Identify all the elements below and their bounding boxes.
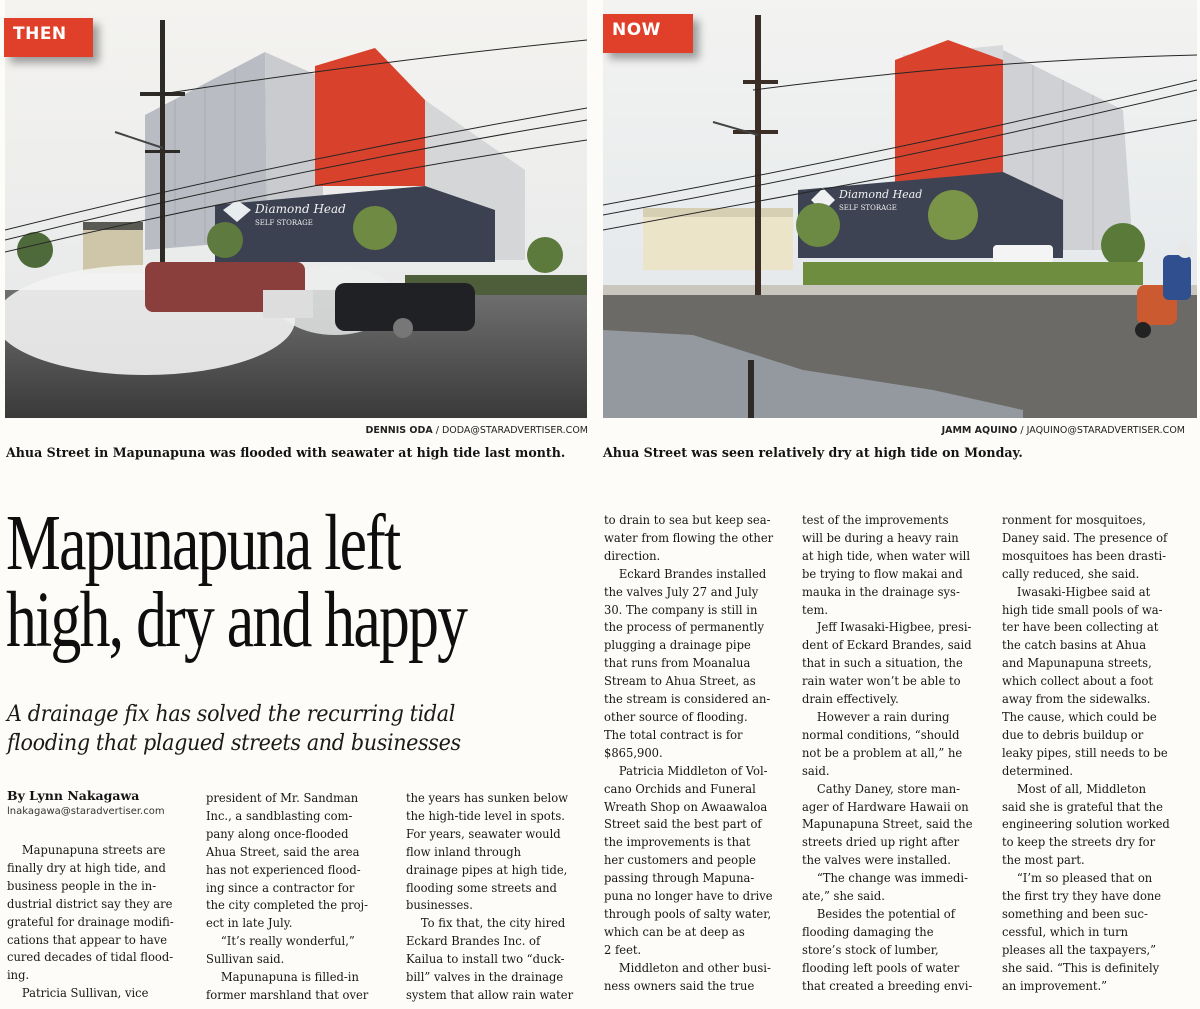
article-line: dustrial district say they are bbox=[7, 895, 173, 911]
article-line: Cathy Daney, store man- bbox=[816, 780, 961, 796]
article-line: ronment for mosquitoes, bbox=[1002, 512, 1146, 527]
article-line: the improvements is that bbox=[604, 834, 751, 850]
article-line: at high tide, when water will bbox=[802, 547, 971, 563]
article-line: bill” valves in the drainage bbox=[406, 969, 564, 985]
article-line: plugging a drainage pipe bbox=[604, 637, 751, 653]
store-sign-now: Diamond Head bbox=[839, 188, 923, 201]
photographer-email: / DODA@STARADVERTISER.COM bbox=[432, 425, 588, 436]
photographer-name: JAMM AQUINO bbox=[941, 425, 1018, 436]
article-line: Eckard Brandes Inc. of bbox=[406, 933, 541, 949]
article-line: due to debris buildup or bbox=[1002, 726, 1144, 742]
article-column-6 bbox=[1002, 511, 1192, 994]
article-line: finally dry at high tide, and bbox=[7, 859, 166, 875]
article-line: said she is grateful that the bbox=[1002, 798, 1163, 814]
article-line: Mapunapuna streets are bbox=[21, 842, 166, 857]
article-line: away from the sidewalks. bbox=[1002, 691, 1151, 707]
article-line: ate,” she said. bbox=[802, 888, 885, 904]
article-line: ager of Hardware Hawaii on bbox=[802, 798, 969, 814]
photographer-name: DENNIS ODA bbox=[365, 425, 433, 436]
article-line: passing through Mapuna- bbox=[604, 870, 755, 886]
article-line: Besides the potential of bbox=[816, 905, 955, 921]
article-line: flow inland through bbox=[406, 843, 522, 859]
article-line: 30. The company is still in bbox=[604, 601, 758, 617]
article-line: Daney said. The presence of bbox=[1002, 529, 1168, 545]
article-line: ness owners said the true bbox=[604, 977, 755, 993]
article-line: Middleton and other busi- bbox=[618, 959, 771, 975]
author-email: lnakagawa@staradvertiser.com bbox=[7, 806, 165, 817]
grass-berm bbox=[803, 262, 1143, 286]
article-column-3 bbox=[406, 789, 596, 1004]
article-line: Sullivan said. bbox=[206, 951, 285, 967]
article-line: mosquitoes has been drasti- bbox=[1002, 547, 1167, 563]
article-line: which can be at deep as bbox=[604, 923, 745, 939]
article-line: that runs from Moanalua bbox=[604, 655, 751, 671]
article-line: puna no longer have to drive bbox=[604, 888, 773, 904]
subhead-line: flooding that plagued streets and businesses bbox=[7, 730, 461, 756]
store-sign-sub-now: SELF STORAGE bbox=[839, 204, 897, 212]
article-line: cally reduced, she said. bbox=[1002, 565, 1140, 581]
article-line: former marshland that over bbox=[206, 986, 369, 1002]
article-line: flooding damaging the bbox=[802, 923, 934, 939]
article-column-1 bbox=[7, 841, 197, 1002]
article-line: the years has sunken below bbox=[406, 790, 569, 805]
article-line: Eckard Brandes installed bbox=[618, 565, 767, 581]
article-line: the valves July 27 and July bbox=[604, 583, 759, 599]
article-line: to drain to sea but keep sea- bbox=[604, 512, 771, 527]
article-line: ter have been collecting at bbox=[1002, 619, 1159, 635]
photo-credit-then bbox=[365, 425, 588, 436]
article-line: Mapunapuna Street, said the bbox=[802, 816, 973, 832]
now-label: NOW bbox=[603, 14, 693, 53]
article-line: “It’s really wonderful,” bbox=[220, 933, 355, 949]
article-line: ect in late July. bbox=[206, 915, 293, 931]
article-line: drainage pipes at high tide, bbox=[406, 861, 568, 877]
article-line: The cause, which could be bbox=[1002, 708, 1157, 724]
article-line: 2 feet. bbox=[604, 941, 642, 957]
article-line: businesses. bbox=[406, 897, 473, 913]
article-line: said. bbox=[802, 762, 830, 778]
article-line: ing since a contractor for bbox=[206, 879, 355, 895]
article-line: the high-tide level in spots. bbox=[406, 807, 565, 823]
article-line: the catch basins at Ahua bbox=[1002, 637, 1147, 653]
article-line: something and been suc- bbox=[1002, 905, 1148, 921]
article-line: flooding left pools of water bbox=[802, 959, 960, 975]
byline: By Lynn Nakagawa bbox=[7, 788, 140, 803]
article-line: Iwasaki-Higbee said at bbox=[1016, 583, 1151, 599]
article-line: the most part. bbox=[1002, 852, 1085, 868]
article-line: Inc., a sandblasting com- bbox=[206, 807, 353, 823]
article-line: system that allow rain water bbox=[406, 986, 574, 1002]
article-line: The total contract is for bbox=[604, 726, 743, 742]
article-line: that created a breeding envi- bbox=[802, 977, 973, 993]
article-line: Wreath Shop on Awaawaloa bbox=[604, 798, 768, 814]
article-line: Most of all, Middleton bbox=[1016, 780, 1146, 796]
article-line: the process of permanently bbox=[604, 619, 764, 635]
article-line: direction. bbox=[604, 547, 661, 563]
article-line: president of Mr. Sandman bbox=[206, 790, 359, 805]
article-line: other source of flooding. bbox=[604, 708, 748, 724]
article-line: determined. bbox=[1002, 762, 1074, 778]
article-line: that in such a situation, the bbox=[802, 655, 963, 671]
store-sign-then: Diamond Head bbox=[255, 202, 346, 216]
article-line: to keep the streets dry for bbox=[1002, 834, 1156, 850]
headline-line: Mapunapuna left bbox=[6, 500, 400, 587]
article-line: cations that appear to have bbox=[7, 931, 168, 947]
article-line: not be a problem at all,” he bbox=[802, 744, 963, 760]
article-line: cured decades of tidal flood- bbox=[7, 949, 174, 965]
article-line: Mapunapuna is filled-in bbox=[220, 969, 359, 985]
utility-pole bbox=[755, 15, 761, 295]
article-line: grateful for drainage modifi- bbox=[7, 913, 174, 929]
article-line: has not experienced flood- bbox=[206, 861, 361, 877]
article-line: normal conditions, “should bbox=[802, 726, 960, 742]
photo-caption-then: Ahua Street in Mapunapuna was flooded with seawater at high tide last month. bbox=[6, 445, 566, 460]
article-line: cessful, which in turn bbox=[1002, 923, 1129, 939]
article-line: ing. bbox=[7, 967, 30, 983]
article-line: her customers and people bbox=[604, 852, 756, 868]
headline-line: high, dry and happy bbox=[6, 577, 467, 664]
article-line: be trying to flow makai and bbox=[802, 565, 963, 581]
article-line: Jeff Iwasaki-Higbee, presi- bbox=[816, 619, 972, 635]
subhead-line: A drainage fix has solved the recurring tidal bbox=[7, 701, 456, 727]
article-line: dent of Eckard Brandes, said bbox=[802, 637, 972, 653]
article-line: pleases all the taxpayers,” bbox=[1002, 941, 1157, 957]
article-line: Patricia Sullivan, vice bbox=[21, 985, 149, 1001]
article-line: Kailua to install two “duck- bbox=[406, 951, 565, 967]
article-line: However a rain during bbox=[816, 708, 950, 724]
article-line: $865,900. bbox=[604, 744, 663, 760]
article-line: pany along once-flooded bbox=[206, 825, 349, 841]
article-line: engineering solution worked bbox=[1002, 816, 1170, 832]
article-line: and Mapunapuna streets, bbox=[1002, 655, 1152, 671]
flooded-street-illustration bbox=[5, 0, 587, 418]
article-line: the city completed the proj- bbox=[206, 897, 368, 913]
headline bbox=[6, 500, 467, 664]
store-sign-sub-then: SELF STORAGE bbox=[255, 219, 313, 227]
article-line: test of the improvements bbox=[802, 512, 949, 527]
article-column-4 bbox=[604, 511, 794, 994]
article-line: Ahua Street, said the area bbox=[206, 843, 360, 859]
article-line: streets dried up right after bbox=[802, 834, 960, 850]
then-photo bbox=[5, 0, 587, 418]
dry-street-illustration bbox=[603, 0, 1197, 418]
article-line: business people in the in- bbox=[7, 877, 157, 893]
article-line: store’s stock of lumber, bbox=[802, 941, 939, 957]
article-line: cano Orchids and Funeral bbox=[604, 780, 756, 796]
article-line: through pools of salty water, bbox=[604, 905, 772, 921]
article-line: To fix that, the city hired bbox=[420, 915, 566, 931]
article-line: drain effectively. bbox=[802, 691, 899, 707]
article-line: “The change was immedi- bbox=[816, 870, 969, 886]
article-line: flooding some streets and bbox=[406, 879, 557, 895]
article-line: leaky pipes, still needs to be bbox=[1002, 744, 1168, 760]
now-photo bbox=[603, 0, 1197, 418]
article-line: Patricia Middleton of Vol- bbox=[618, 762, 768, 778]
article-line: rain water won’t be able to bbox=[802, 673, 961, 689]
article-line: will be during a heavy rain bbox=[802, 529, 959, 545]
storage-building-red bbox=[895, 40, 1003, 190]
article-line: Stream to Ahua Street, as bbox=[604, 673, 756, 689]
article-line: Street said the best part of bbox=[604, 816, 762, 832]
article-line: an improvement.” bbox=[1002, 977, 1108, 993]
subheadline bbox=[7, 700, 461, 758]
photo-credit-now bbox=[942, 425, 1185, 436]
photographer-email: / JAQUINO@STARADVERTISER.COM bbox=[1017, 425, 1185, 436]
article-column-5 bbox=[802, 511, 992, 994]
article-line: tem. bbox=[802, 601, 829, 617]
article-line: the stream is considered an- bbox=[604, 691, 771, 707]
then-label: THEN bbox=[4, 18, 93, 57]
article-line: the first try they have done bbox=[1002, 888, 1162, 904]
article-line: For years, seawater would bbox=[406, 825, 561, 841]
article-line: she said. “This is definitely bbox=[1002, 959, 1160, 975]
article-line: “I’m so pleased that on bbox=[1016, 870, 1153, 886]
article-column-2 bbox=[206, 789, 396, 1004]
article-line: which collect about a foot bbox=[1002, 673, 1154, 689]
photo-caption-now: Ahua Street was seen relatively dry at high tide on Monday. bbox=[603, 445, 1023, 460]
article-line: the valves were installed. bbox=[802, 852, 951, 868]
article-line: water from flowing the other bbox=[604, 529, 774, 545]
article-line: high tide small pools of wa- bbox=[1002, 601, 1163, 617]
article-line: mauka in the drainage sys- bbox=[802, 583, 960, 599]
